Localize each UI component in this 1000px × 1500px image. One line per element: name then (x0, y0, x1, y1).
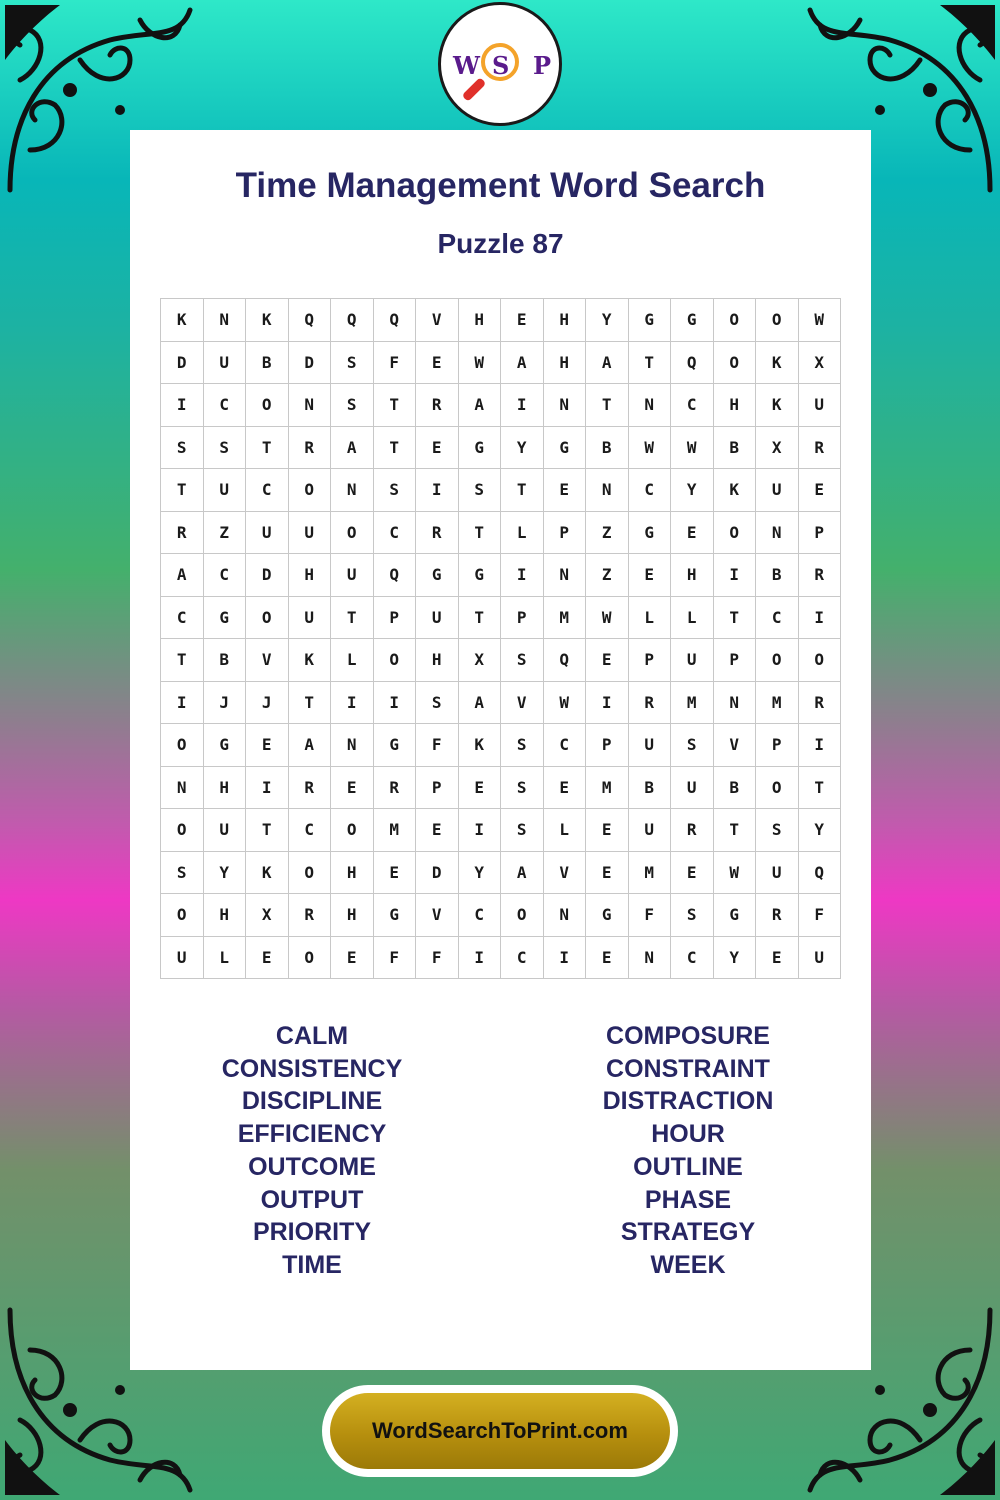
grid-cell[interactable]: P (501, 597, 544, 640)
grid-cell[interactable]: X (246, 894, 289, 937)
grid-cell[interactable]: Z (586, 554, 629, 597)
word-list-item: TIME (282, 1250, 342, 1279)
grid-cell[interactable]: D (161, 342, 204, 385)
grid-cell[interactable]: Y (459, 852, 502, 895)
grid-cell[interactable]: B (204, 639, 247, 682)
grid-cell[interactable]: B (246, 342, 289, 385)
grid-cell[interactable]: S (501, 809, 544, 852)
grid-cell[interactable]: C (544, 724, 587, 767)
word-list-item: CALM (275, 1022, 349, 1050)
grid-cell[interactable]: T (246, 809, 289, 852)
word-list-item: OUTCOME (248, 1152, 376, 1181)
grid-cell[interactable]: Q (374, 554, 417, 597)
grid-cell[interactable]: G (671, 299, 714, 342)
puzzle-card (130, 130, 871, 1370)
grid-cell[interactable]: E (671, 852, 714, 895)
grid-cell[interactable]: O (714, 342, 757, 385)
grid-cell[interactable]: B (714, 427, 757, 470)
grid-cell[interactable]: O (756, 299, 799, 342)
grid-cell[interactable]: V (714, 724, 757, 767)
grid-cell[interactable]: K (756, 384, 799, 427)
grid-cell[interactable]: V (501, 682, 544, 725)
grid-cell[interactable]: T (459, 512, 502, 555)
grid-cell[interactable]: E (331, 937, 374, 980)
grid-cell[interactable]: K (459, 724, 502, 767)
grid-cell[interactable]: R (289, 427, 332, 470)
grid-cell[interactable]: P (799, 512, 842, 555)
grid-cell[interactable]: E (544, 469, 587, 512)
grid-cell[interactable]: E (416, 809, 459, 852)
puzzle-number: Puzzle 87 (437, 228, 564, 259)
grid-cell[interactable]: D (416, 852, 459, 895)
grid-cell[interactable]: F (416, 724, 459, 767)
grid-cell[interactable]: V (416, 894, 459, 937)
word-list-item: CONSISTENCY (221, 1054, 403, 1083)
grid-cell[interactable]: K (714, 469, 757, 512)
grid-cell[interactable]: A (459, 384, 502, 427)
grid-cell[interactable]: S (161, 427, 204, 470)
grid-cell[interactable]: N (586, 469, 629, 512)
grid-cell[interactable]: U (671, 767, 714, 810)
grid-cell[interactable]: P (586, 724, 629, 767)
grid-cell[interactable]: M (544, 597, 587, 640)
grid-cell[interactable]: O (756, 639, 799, 682)
word-list-item: OUTLINE (633, 1152, 743, 1181)
website-label: WordSearchToPrint.com (330, 1393, 670, 1469)
grid-cell[interactable]: W (459, 342, 502, 385)
grid-cell[interactable]: B (756, 554, 799, 597)
grid-cell[interactable]: E (459, 767, 502, 810)
grid-cell[interactable]: F (374, 342, 417, 385)
grid-cell[interactable]: U (416, 597, 459, 640)
grid-cell[interactable]: I (161, 682, 204, 725)
grid-cell[interactable]: E (416, 342, 459, 385)
grid-cell[interactable]: A (459, 682, 502, 725)
grid-cell[interactable]: I (416, 469, 459, 512)
word-list-item: WEEK (650, 1250, 726, 1279)
website-button[interactable] (322, 1385, 678, 1477)
grid-cell[interactable]: O (501, 894, 544, 937)
grid-cell[interactable]: Q (289, 299, 332, 342)
grid-cell[interactable]: O (756, 767, 799, 810)
grid-cell[interactable]: G (544, 427, 587, 470)
grid-cell[interactable]: C (161, 597, 204, 640)
grid-cell[interactable]: A (161, 554, 204, 597)
grid-cell[interactable]: Y (501, 427, 544, 470)
grid-cell[interactable]: O (161, 894, 204, 937)
grid-cell[interactable]: I (501, 384, 544, 427)
grid-cell[interactable]: R (374, 767, 417, 810)
grid-cell[interactable]: C (289, 809, 332, 852)
grid-cell[interactable]: R (799, 682, 842, 725)
grid-cell[interactable]: Y (671, 469, 714, 512)
grid-cell[interactable]: R (756, 894, 799, 937)
grid-cell[interactable]: S (161, 852, 204, 895)
grid-cell[interactable]: R (289, 894, 332, 937)
grid-cell[interactable]: L (629, 597, 672, 640)
grid-cell[interactable]: T (374, 427, 417, 470)
grid-cell[interactable]: P (629, 639, 672, 682)
grid-cell[interactable]: H (544, 299, 587, 342)
grid-cell[interactable]: F (799, 894, 842, 937)
grid-cell[interactable]: G (374, 894, 417, 937)
grid-cell[interactable]: X (799, 342, 842, 385)
word-list-left (152, 1020, 472, 1282)
grid-cell[interactable]: E (586, 937, 629, 980)
grid-cell[interactable]: N (161, 767, 204, 810)
grid-cell[interactable]: R (671, 809, 714, 852)
grid-cell[interactable]: Q (799, 852, 842, 895)
word-list-item: DISCIPLINE (241, 1087, 383, 1116)
grid-cell[interactable]: E (246, 937, 289, 980)
grid-cell[interactable]: O (246, 384, 289, 427)
grid-cell[interactable]: T (714, 809, 757, 852)
grid-cell[interactable]: U (629, 724, 672, 767)
word-list-item: OUTPUT (260, 1185, 364, 1214)
grid-cell[interactable]: G (459, 427, 502, 470)
grid-cell[interactable]: S (331, 342, 374, 385)
grid-cell[interactable]: O (289, 852, 332, 895)
grid-cell[interactable]: N (756, 512, 799, 555)
grid-cell[interactable]: B (586, 427, 629, 470)
grid-cell[interactable]: L (671, 597, 714, 640)
grid-cell[interactable]: H (204, 894, 247, 937)
grid-cell[interactable]: E (629, 554, 672, 597)
grid-cell[interactable]: C (459, 894, 502, 937)
word-list-item: DISTRACTION (602, 1087, 774, 1116)
grid-cell[interactable]: T (714, 597, 757, 640)
grid-cell[interactable]: Z (586, 512, 629, 555)
grid-cell[interactable]: C (671, 384, 714, 427)
grid-cell[interactable]: H (416, 639, 459, 682)
grid-cell[interactable]: U (629, 809, 672, 852)
grid-cell[interactable]: P (374, 597, 417, 640)
grid-cell[interactable]: G (629, 299, 672, 342)
grid-cell[interactable]: I (246, 767, 289, 810)
grid-cell[interactable]: S (671, 894, 714, 937)
grid-cell[interactable]: U (204, 809, 247, 852)
grid-cell[interactable]: N (289, 384, 332, 427)
grid-cell[interactable]: H (714, 384, 757, 427)
grid-cell[interactable]: E (544, 767, 587, 810)
grid-cell[interactable]: O (331, 512, 374, 555)
grid-cell[interactable]: C (629, 469, 672, 512)
magnifier-handle (462, 77, 487, 102)
grid-cell[interactable]: Q (374, 299, 417, 342)
grid-cell[interactable]: S (374, 469, 417, 512)
grid-cell[interactable]: T (629, 342, 672, 385)
grid-cell[interactable]: I (331, 682, 374, 725)
grid-cell[interactable]: E (331, 767, 374, 810)
grid-cell[interactable]: S (671, 724, 714, 767)
grid-cell[interactable]: I (799, 597, 842, 640)
grid-cell[interactable]: P (756, 724, 799, 767)
grid-cell[interactable]: V (246, 639, 289, 682)
grid-cell[interactable]: F (629, 894, 672, 937)
grid-cell[interactable]: C (204, 384, 247, 427)
grid-cell[interactable]: W (544, 682, 587, 725)
grid-cell[interactable]: K (756, 342, 799, 385)
grid-cell[interactable]: U (756, 469, 799, 512)
grid-cell[interactable]: C (204, 554, 247, 597)
word-list-right (528, 1020, 848, 1282)
grid-cell[interactable]: T (161, 639, 204, 682)
word-list-item: COMPOSURE (606, 1022, 770, 1050)
grid-cell[interactable]: D (289, 342, 332, 385)
grid-cell[interactable]: T (799, 767, 842, 810)
grid-cell[interactable]: G (459, 554, 502, 597)
grid-cell[interactable]: I (459, 937, 502, 980)
grid-cell[interactable]: X (756, 427, 799, 470)
grid-cell[interactable]: H (331, 894, 374, 937)
grid-cell[interactable]: I (459, 809, 502, 852)
grid-cell[interactable]: L (544, 809, 587, 852)
grid-cell[interactable]: U (289, 512, 332, 555)
grid-cell[interactable]: W (714, 852, 757, 895)
grid-cell[interactable]: R (799, 554, 842, 597)
grid-cell[interactable]: E (586, 809, 629, 852)
grid-cell[interactable]: M (586, 767, 629, 810)
grid-cell[interactable]: V (416, 299, 459, 342)
grid-cell[interactable]: L (331, 639, 374, 682)
grid-cell[interactable]: P (544, 512, 587, 555)
grid-cell[interactable]: R (416, 384, 459, 427)
grid-cell[interactable]: A (501, 852, 544, 895)
grid-cell[interactable]: K (246, 852, 289, 895)
grid-cell[interactable]: C (501, 937, 544, 980)
grid-cell[interactable]: C (756, 597, 799, 640)
grid-cell[interactable]: I (544, 937, 587, 980)
grid-cell[interactable]: Y (714, 937, 757, 980)
grid-cell[interactable]: E (246, 724, 289, 767)
grid-cell[interactable]: V (544, 852, 587, 895)
grid-cell[interactable]: G (629, 512, 672, 555)
grid-cell[interactable]: O (331, 809, 374, 852)
grid-cell[interactable]: L (501, 512, 544, 555)
grid-cell[interactable]: Z (204, 512, 247, 555)
grid-cell[interactable]: L (204, 937, 247, 980)
logo-letter-p: P (533, 51, 552, 80)
grid-cell[interactable]: J (204, 682, 247, 725)
grid-cell[interactable]: M (671, 682, 714, 725)
grid-cell[interactable]: H (671, 554, 714, 597)
grid-cell[interactable]: O (161, 809, 204, 852)
wsp-logo[interactable] (438, 2, 562, 126)
grid-cell[interactable]: N (714, 682, 757, 725)
grid-cell[interactable]: H (459, 299, 502, 342)
grid-cell[interactable]: K (289, 639, 332, 682)
grid-cell[interactable]: W (629, 427, 672, 470)
grid-cell[interactable]: M (756, 682, 799, 725)
grid-cell[interactable]: W (671, 427, 714, 470)
grid-cell[interactable]: G (374, 724, 417, 767)
grid-cell[interactable]: S (501, 724, 544, 767)
letter-grid (160, 298, 841, 979)
grid-cell[interactable]: Q (671, 342, 714, 385)
grid-cell[interactable]: C (671, 937, 714, 980)
grid-cell[interactable]: U (204, 342, 247, 385)
grid-cell[interactable]: E (501, 299, 544, 342)
grid-cell[interactable]: U (799, 384, 842, 427)
grid-cell[interactable]: T (161, 469, 204, 512)
grid-cell[interactable]: N (544, 894, 587, 937)
page-title: Time Management Word Search (235, 166, 766, 205)
word-list-item: PRIORITY (252, 1218, 372, 1247)
grid-cell[interactable]: N (629, 937, 672, 980)
grid-cell[interactable]: E (671, 512, 714, 555)
logo-letter-s: S (492, 51, 510, 80)
grid-cell[interactable]: H (204, 767, 247, 810)
grid-cell[interactable]: T (459, 597, 502, 640)
grid-cell[interactable]: F (416, 937, 459, 980)
grid-cell[interactable]: R (161, 512, 204, 555)
grid-cell[interactable]: I (799, 724, 842, 767)
grid-cell[interactable]: O (799, 639, 842, 682)
grid-cell[interactable]: W (586, 597, 629, 640)
grid-cell[interactable]: C (246, 469, 289, 512)
grid-cell[interactable]: Q (544, 639, 587, 682)
grid-cell[interactable]: P (714, 639, 757, 682)
grid-cell[interactable]: I (586, 682, 629, 725)
grid-cell[interactable]: E (756, 937, 799, 980)
logo-letter-w: W (453, 51, 480, 80)
grid-cell[interactable]: E (374, 852, 417, 895)
grid-cell[interactable]: T (501, 469, 544, 512)
grid-cell[interactable]: U (756, 852, 799, 895)
grid-cell[interactable]: O (374, 639, 417, 682)
grid-cell[interactable]: H (289, 554, 332, 597)
grid-cell[interactable]: N (331, 724, 374, 767)
grid-cell[interactable]: I (714, 554, 757, 597)
grid-cell[interactable]: H (331, 852, 374, 895)
grid-cell[interactable]: U (671, 639, 714, 682)
grid-cell[interactable]: U (799, 937, 842, 980)
grid-cell[interactable]: D (246, 554, 289, 597)
grid-cell[interactable]: A (331, 427, 374, 470)
grid-cell[interactable]: S (459, 469, 502, 512)
grid-cell[interactable]: J (246, 682, 289, 725)
grid-cell[interactable]: Y (799, 809, 842, 852)
word-list-item: PHASE (644, 1185, 732, 1214)
grid-cell[interactable]: M (374, 809, 417, 852)
grid-cell[interactable]: O (289, 937, 332, 980)
grid-cell[interactable]: O (246, 597, 289, 640)
grid-cell[interactable]: I (161, 384, 204, 427)
grid-cell[interactable]: G (714, 894, 757, 937)
grid-cell[interactable]: G (204, 597, 247, 640)
grid-cell[interactable]: U (289, 597, 332, 640)
grid-cell[interactable]: O (714, 299, 757, 342)
grid-cell[interactable]: R (629, 682, 672, 725)
word-list-item: STRATEGY (620, 1218, 756, 1247)
grid-cell[interactable]: N (544, 554, 587, 597)
grid-cell[interactable]: U (331, 554, 374, 597)
word-list-item: EFFICIENCY (237, 1120, 387, 1149)
grid-cell[interactable]: E (586, 639, 629, 682)
grid-cell[interactable]: A (586, 342, 629, 385)
grid-cell[interactable]: U (204, 469, 247, 512)
grid-cell[interactable]: E (416, 427, 459, 470)
grid-cell[interactable]: S (416, 682, 459, 725)
grid-cell[interactable]: O (161, 724, 204, 767)
grid-cell[interactable]: B (629, 767, 672, 810)
word-list-item: HOUR (651, 1120, 725, 1149)
grid-cell[interactable]: R (416, 512, 459, 555)
grid-cell[interactable]: I (501, 554, 544, 597)
grid-cell[interactable]: X (459, 639, 502, 682)
grid-cell[interactable]: K (161, 299, 204, 342)
grid-cell[interactable]: M (629, 852, 672, 895)
grid-cell[interactable]: N (629, 384, 672, 427)
grid-cell[interactable]: N (544, 384, 587, 427)
grid-cell[interactable]: K (246, 299, 289, 342)
grid-cell[interactable]: S (501, 767, 544, 810)
grid-cell[interactable]: C (374, 512, 417, 555)
grid-cell[interactable]: H (544, 342, 587, 385)
grid-cell[interactable]: T (374, 384, 417, 427)
word-list-item: CONSTRAINT (606, 1054, 770, 1083)
grid-cell[interactable]: S (501, 639, 544, 682)
grid-cell[interactable]: S (204, 427, 247, 470)
grid-cell[interactable]: R (289, 767, 332, 810)
grid-cell[interactable]: Q (331, 299, 374, 342)
grid-cell[interactable]: N (204, 299, 247, 342)
grid-cell[interactable]: Y (586, 299, 629, 342)
grid-cell[interactable]: T (246, 427, 289, 470)
grid-cell[interactable]: N (331, 469, 374, 512)
grid-cell[interactable]: Y (204, 852, 247, 895)
grid-cell[interactable]: G (204, 724, 247, 767)
grid-cell[interactable]: I (374, 682, 417, 725)
grid-cell[interactable]: P (416, 767, 459, 810)
grid-cell[interactable]: U (161, 937, 204, 980)
grid-cell[interactable]: O (289, 469, 332, 512)
grid-cell[interactable]: G (416, 554, 459, 597)
grid-cell[interactable]: B (714, 767, 757, 810)
grid-cell[interactable]: S (331, 384, 374, 427)
grid-cell[interactable]: W (799, 299, 842, 342)
grid-cell[interactable]: U (246, 512, 289, 555)
grid-cell[interactable]: R (799, 427, 842, 470)
grid-cell[interactable]: T (586, 384, 629, 427)
grid-cell[interactable]: G (586, 894, 629, 937)
grid-cell[interactable]: E (799, 469, 842, 512)
grid-cell[interactable]: O (714, 512, 757, 555)
grid-cell[interactable]: E (586, 852, 629, 895)
grid-cell[interactable]: T (331, 597, 374, 640)
grid-cell[interactable]: S (756, 809, 799, 852)
grid-cell[interactable]: A (501, 342, 544, 385)
grid-cell[interactable]: F (374, 937, 417, 980)
grid-cell[interactable]: A (289, 724, 332, 767)
grid-cell[interactable]: T (289, 682, 332, 725)
